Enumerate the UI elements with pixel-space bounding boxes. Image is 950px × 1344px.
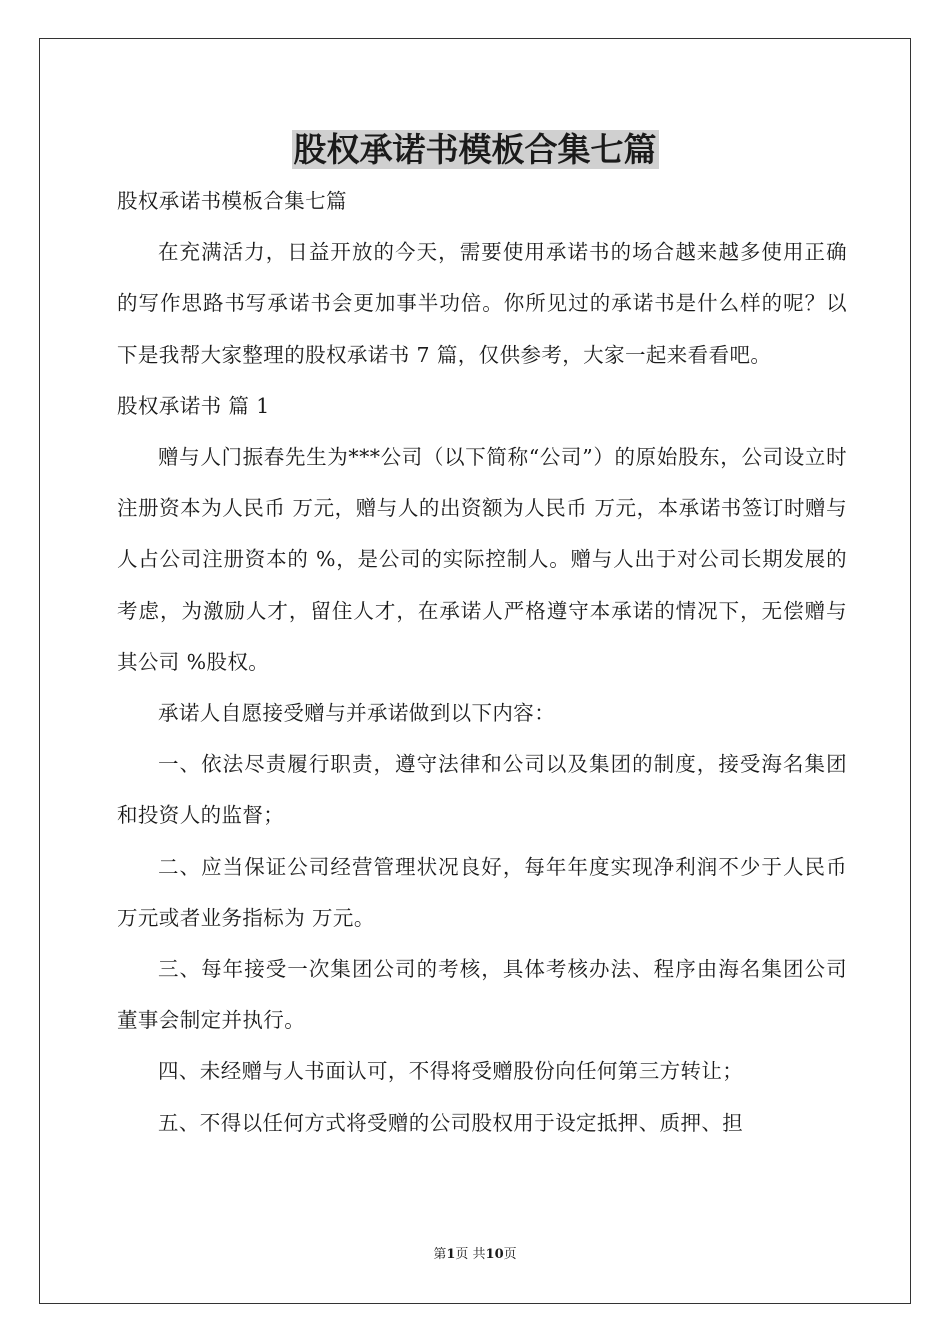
paragraph: 承诺人自愿接受赠与并承诺做到以下内容： — [158, 701, 556, 726]
paragraph: 股权承诺书模板合集七篇 — [117, 189, 347, 213]
paragraph: 一、依法尽责履行职责，遵守法律和公司以及集团的制度，接受海名集团和投资人的监督； — [117, 752, 847, 828]
document-title — [0, 124, 950, 176]
paragraph: 在充满活力，日益开放的今天，需要使用承诺书的场合越来越多使用正确的写作思路书写承诺书会更加事半功倍。你所见过的承诺书是什么样的呢？以下是我帮大家整理的股权承诺书 7 篇，仅供参考，大家一起来看看吧。 — [117, 240, 847, 367]
footer-middle: 页 共 — [455, 1247, 486, 1262]
page-footer — [0, 1245, 950, 1265]
footer-suffix: 页 — [503, 1247, 517, 1262]
document-title-text: 股权承诺书模板合集七篇 — [293, 130, 657, 169]
footer-prefix: 第 — [433, 1247, 447, 1262]
document-body — [117, 176, 847, 1149]
paragraph: 五、不得以任何方式将受赠的公司股权用于设定抵押、质押、担 — [158, 1110, 744, 1135]
footer-current-page: 1 — [446, 1247, 456, 1262]
paragraph: 二、应当保证公司经营管理状况良好，每年年度实现净利润不少于人民币 万元或者业务指标为 万元。 — [117, 854, 847, 930]
paragraph: 三、每年接受一次集团公司的考核，具体考核办法、程序由海名集团公司董事会制定并执行。 — [117, 957, 847, 1033]
footer-total-pages: 10 — [485, 1247, 504, 1262]
paragraph: 股权承诺书 篇 1 — [117, 393, 270, 418]
paragraph: 四、未经赠与人书面认可，不得将受赠股份向任何第三方转让； — [158, 1059, 744, 1084]
paragraph: 赠与人门振春先生为***公司（以下简称“公司”）的原始股东，公司设立时注册资本为人民币 万元，赠与人的出资额为人民币 万元，本承诺书签订时赠与人占公司注册资本的 %，是公司的实际控制人。赠与人出于对公司长期发展的考虑，为激励人才，留住人才，在承诺人严格遵守本承诺的情况下，无偿赠与其公司 %股权。 — [117, 445, 847, 674]
